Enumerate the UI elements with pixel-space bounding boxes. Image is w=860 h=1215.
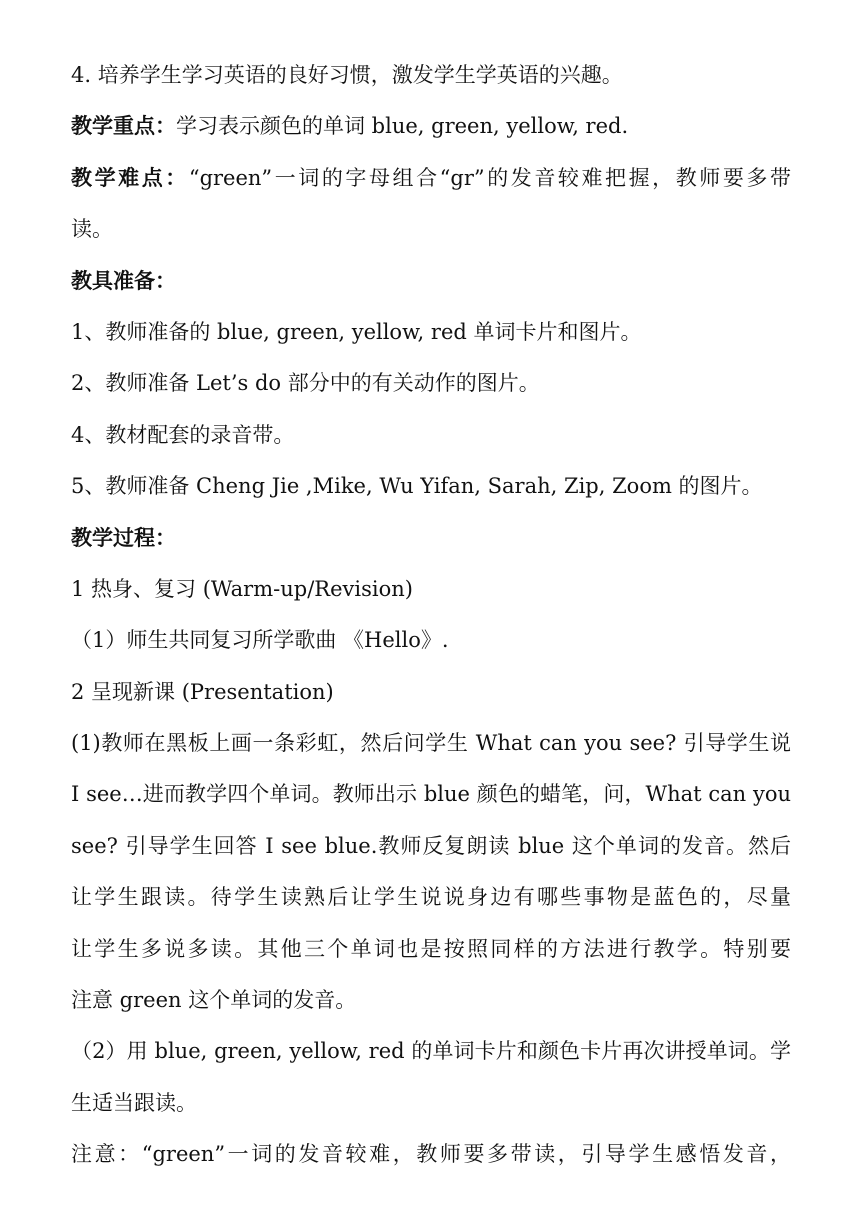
teaching-aids-heading xyxy=(71,256,791,307)
line-text: 5、教师准备 Cheng Jie ,Mike, Wu Yifan, Sarah, Zip, Zoom 的图片。 xyxy=(71,474,763,499)
teaching-aids-label: 教具准备： xyxy=(71,268,176,293)
line-text: see? 引导学生回答 I see blue.教师反复朗读 blue 这个单词的发音。然后 xyxy=(71,833,791,858)
line-text: 注意：“green”一词的发音较难，教师要多带读，引导学生感悟发音， xyxy=(71,1142,791,1167)
teaching-difficulty xyxy=(71,153,791,204)
note-line xyxy=(71,1129,791,1180)
step-2-item-2 xyxy=(71,1026,791,1077)
paragraph-line xyxy=(71,924,791,975)
line-text: I see…进而教学四个单词。教师出示 blue 颜色的蜡笔，问，What can you xyxy=(71,782,791,807)
line-text: 让学生多说多读。其他三个单词也是按照同样的方法进行教学。特别要 xyxy=(71,936,791,961)
step-1-heading xyxy=(71,564,791,615)
objective-4 xyxy=(71,50,791,101)
step-2-item-2-continuation xyxy=(71,1078,791,1129)
step-2-heading xyxy=(71,667,791,718)
teaching-aid-5 xyxy=(71,461,791,512)
line-text: 让学生跟读。待学生读熟后让学生说说身边有哪些事物是蓝色的，尽量 xyxy=(71,885,791,910)
teaching-process-heading xyxy=(71,513,791,564)
line-text: 2 呈现新课 (Presentation) xyxy=(71,679,334,704)
line-text: 2、教师准备 Let’s do 部分中的有关动作的图片。 xyxy=(71,371,540,396)
step-1-item-1 xyxy=(71,615,791,666)
key-point-text: 学习表示颜色的单词 blue, green, yellow, red. xyxy=(176,114,629,139)
line-text: 注意 green 这个单词的发音。 xyxy=(71,988,357,1013)
difficulty-continuation xyxy=(71,204,791,255)
paragraph-line xyxy=(71,975,791,1026)
line-text: （2）用 blue, green, yellow, red 的单词卡片和颜色卡片再次讲授单词。学 xyxy=(71,1039,791,1064)
teaching-key-point xyxy=(71,101,791,152)
line-text: 4. 培养学生学习英语的良好习惯，激发学生学英语的兴趣。 xyxy=(71,63,623,87)
paragraph-line xyxy=(71,769,791,820)
paragraph-line xyxy=(71,821,791,872)
line-text: 1、教师准备的 blue, green, yellow, red 单词卡片和图片。 xyxy=(71,319,642,344)
difficulty-label: 教学难点： xyxy=(71,165,189,190)
teaching-aid-1 xyxy=(71,307,791,358)
key-point-label: 教学重点： xyxy=(71,114,176,139)
paragraph-line xyxy=(71,872,791,923)
line-text: (1)教师在黑板上画一条彩虹，然后问学生 What can you see? 引导学生说 xyxy=(71,731,791,756)
document-page xyxy=(71,50,791,1181)
line-text: 读。 xyxy=(71,217,113,242)
difficulty-text: “green”一词的字母组合“gr”的发音较难把握，教师要多带 xyxy=(188,165,791,190)
line-text: （1）师生共同复习所学歌曲 《Hello》. xyxy=(71,628,449,653)
paragraph-line xyxy=(71,718,791,769)
line-text: 生适当跟读。 xyxy=(71,1090,197,1115)
teaching-aid-2 xyxy=(71,358,791,409)
teaching-aid-4 xyxy=(71,410,791,461)
line-text: 4、教材配套的录音带。 xyxy=(71,422,295,447)
teaching-process-label: 教学过程： xyxy=(71,525,176,550)
line-text: 1 热身、复习 (Warm-up/Revision) xyxy=(71,576,413,601)
